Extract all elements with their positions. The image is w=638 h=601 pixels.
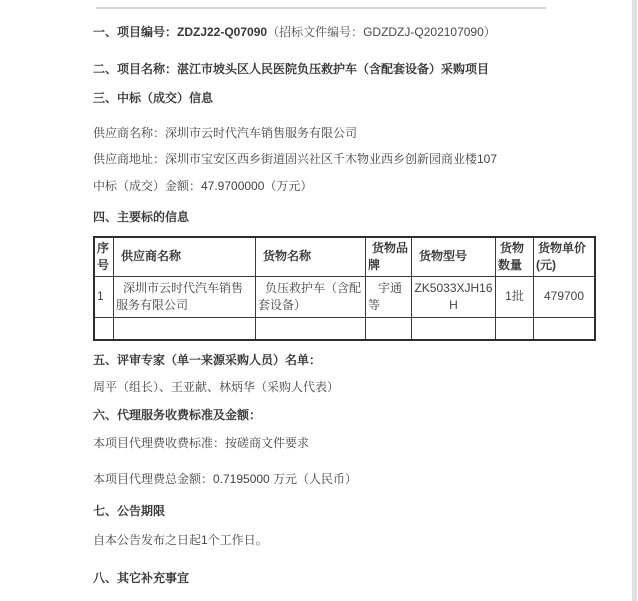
cell-serial: 1 bbox=[94, 276, 114, 317]
table-empty-row bbox=[94, 317, 595, 340]
col-header-supplier: 供应商名称 bbox=[114, 237, 256, 276]
cell-unit-price: 479700 bbox=[534, 276, 596, 317]
col-header-brand: 货物品牌 bbox=[366, 237, 412, 276]
section-1-heading bbox=[93, 24, 549, 40]
table-header-row bbox=[94, 237, 595, 276]
cell-goods-name: 负压救护车（含配套设备） bbox=[256, 276, 366, 317]
agency-fee-total-line: 本项目代理费总金额：0.7195000 万元（人民币） bbox=[93, 472, 358, 486]
empty-cell bbox=[534, 317, 596, 340]
cell-brand: 宇通等 bbox=[366, 276, 412, 317]
col-header-unit-price: 货物单价(元) bbox=[534, 237, 596, 276]
empty-cell bbox=[256, 317, 366, 340]
table-row bbox=[94, 276, 595, 317]
col-header-model: 货物型号 bbox=[412, 237, 496, 276]
empty-cell bbox=[366, 317, 412, 340]
col-header-serial: 序号 bbox=[94, 237, 114, 276]
section-5-heading-experts: 五、评审专家（单一来源采购人员）名单： bbox=[93, 353, 322, 367]
section-6-heading-agency-fee: 六、代理服务收费标准及金额： bbox=[93, 408, 262, 422]
agency-fee-standard-line: 本项目代理费收费标准：按磋商文件要求 bbox=[93, 436, 310, 450]
empty-cell bbox=[94, 317, 114, 340]
supplier-address-line: 供应商地址：深圳市宝安区西乡街道固兴社区千木物业西乡创新园商业楼107 bbox=[93, 152, 498, 166]
top-divider bbox=[96, 7, 546, 9]
announcement-content bbox=[93, 24, 587, 586]
cell-model: ZK5033XJH16H bbox=[412, 276, 496, 317]
empty-cell bbox=[496, 317, 534, 340]
announcement-period-line: 自本公告发布之日起1个工作日。 bbox=[93, 533, 268, 547]
cell-supplier: 深圳市云时代汽车销售服务有限公司 bbox=[114, 276, 256, 317]
empty-cell bbox=[114, 317, 256, 340]
section-2-heading-project-name: 二、项目名称：湛江市坡头区人民医院负压救护车（含配套设备）采购项目 bbox=[93, 62, 490, 76]
section-3-heading-award-info: 三、中标（成交）信息 bbox=[93, 91, 214, 105]
section-4-heading-main-subject: 四、主要标的信息 bbox=[93, 210, 190, 224]
section-8-heading-other-matters: 八、其它补充事宜 bbox=[93, 571, 190, 585]
scrollbar[interactable] bbox=[632, 0, 637, 601]
section-7-heading-announcement-period: 七、公告期限 bbox=[93, 504, 166, 518]
award-amount-line: 中标（成交）金额：47.9700000（万元） bbox=[93, 179, 313, 193]
main-bid-table bbox=[93, 236, 596, 341]
experts-list-line: 周平（组长）、王亚献、林炳华（采购人代表） bbox=[93, 380, 340, 394]
cell-quantity: 1批 bbox=[496, 276, 534, 317]
empty-cell bbox=[412, 317, 496, 340]
project-number: 一、项目编号：ZDZJ22-Q07090 bbox=[93, 25, 268, 39]
col-header-quantity: 货物数量 bbox=[496, 237, 534, 276]
col-header-goods-name: 货物名称 bbox=[256, 237, 366, 276]
supplier-name-line: 供应商名称：深圳市云时代汽车销售服务有限公司 bbox=[93, 126, 358, 140]
tender-doc-number: （招标文件编号：GDZDZJ-Q202107090） bbox=[267, 25, 496, 39]
